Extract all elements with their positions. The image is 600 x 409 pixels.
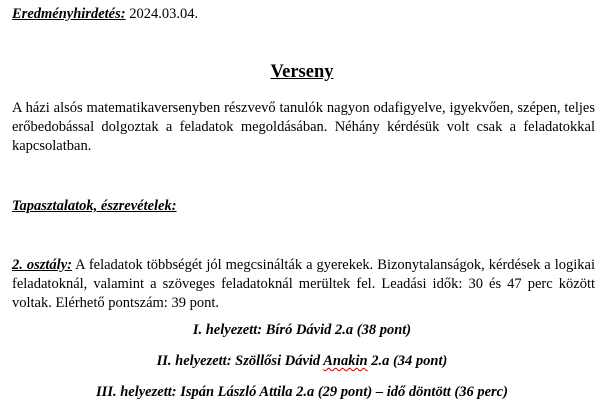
placement-second-flagged-word: Anakin [323,353,368,369]
intro-paragraph: A házi alsós matematikaversenyben részvevő tanulók nagyon odafigyelve, igyekvően, szépen, teljes erőbedobással dolgoztak a feladatok megoldásában. Néhány kérdésük volt csak a feladatokkal kapcsolatban. [12,100,595,154]
placement-second-suffix: 2.a (34 pont) [367,353,448,369]
placement-second-prefix: II. helyezett: Szöllősi Dávid [156,353,324,369]
announcement-line [12,5,198,24]
placement-third: III. helyezett: Ispán László Attila 2.a (29 pont) – idő döntött (36 perc) [96,384,508,400]
announcement-date: 2024.03.04. [125,6,199,22]
grade2-paragraph [12,256,595,313]
placement-first: I. helyezett: Bíró Dávid 2.a (38 pont) [192,322,412,338]
announcement-label: Eredményhirdetés: [12,6,126,22]
document-title: Verseny [270,62,334,82]
observations-heading: Tapasztalatok, észrevételek: [12,198,177,214]
grade2-label: 2. osztály: [12,257,72,273]
grade2-text: A feladatok többségét jól megcsinálták a gyerekek. Bizonytalanságok, kérdések a logikai feladatoknál, valamint a szöveges feladatoknál merültek fel. Leadási idők: 30 és 47 perc között voltak. Elérhető pontszám: 39 pont. [12,257,595,311]
placement-second [12,352,592,371]
